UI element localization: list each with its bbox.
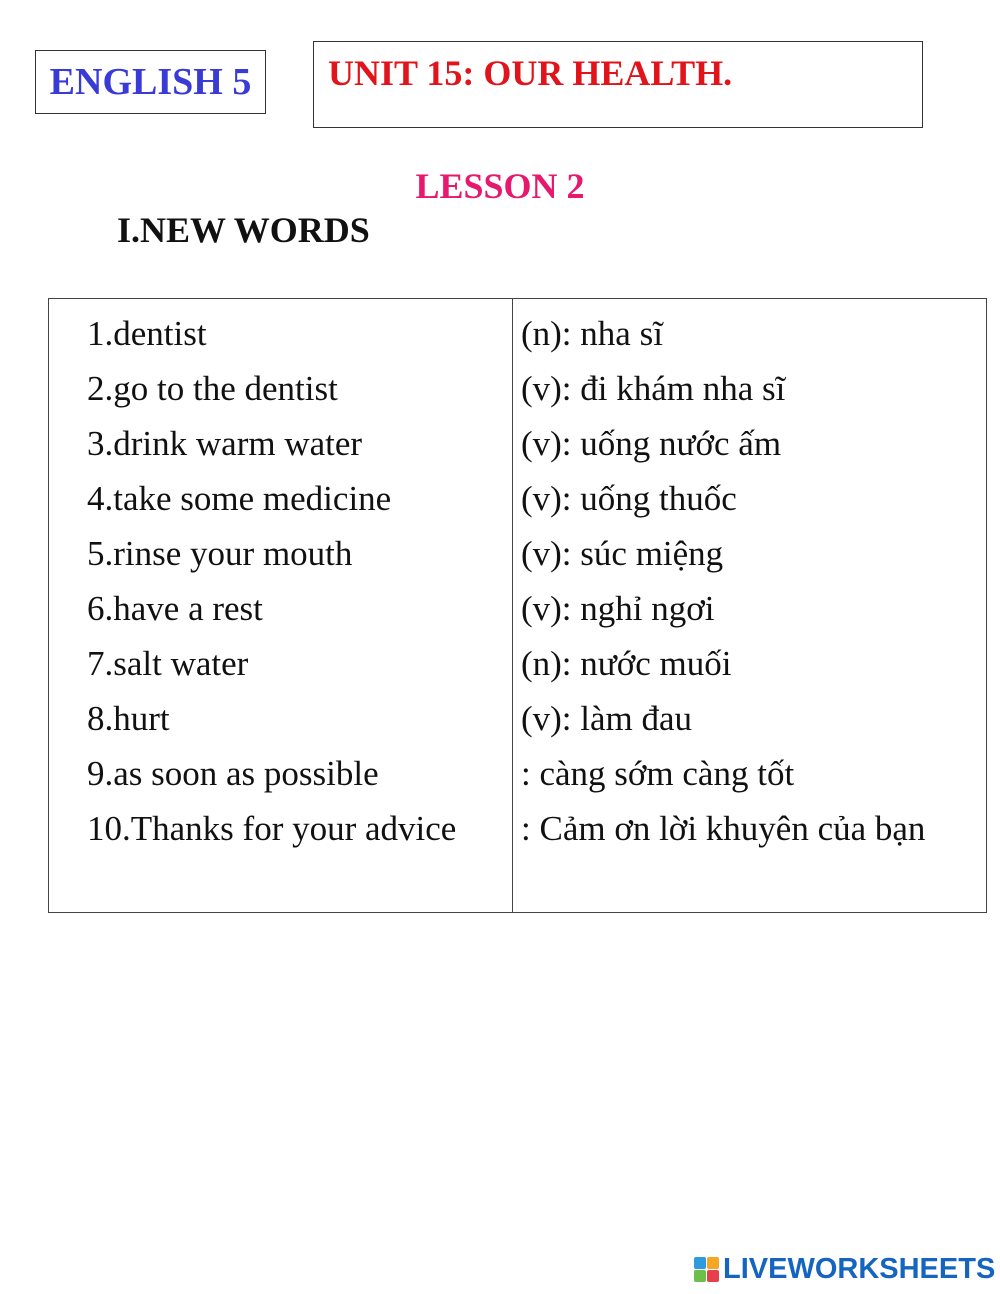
vocab-term: 5.rinse your mouth bbox=[87, 534, 353, 573]
english-column bbox=[49, 299, 513, 913]
vietnamese-column bbox=[513, 299, 987, 913]
lesson-title: LESSON 2 bbox=[415, 166, 585, 206]
vocab-term: 10.Thanks for your advice bbox=[87, 809, 457, 848]
vocab-meaning: (v): nghỉ ngơi bbox=[521, 589, 715, 628]
vocab-meaning: (v): uống thuốc bbox=[521, 479, 737, 518]
course-label-box bbox=[35, 50, 266, 114]
liveworksheets-logo-icon bbox=[694, 1257, 719, 1282]
vocab-term: 4.take some medicine bbox=[87, 479, 392, 518]
vocab-term: 1.dentist bbox=[87, 314, 207, 353]
section-title: I.NEW WORDS bbox=[117, 210, 370, 250]
vocab-term: 9.as soon as possible bbox=[87, 754, 379, 793]
brand-name: LIVEWORKSHEETS bbox=[723, 1252, 996, 1285]
vocab-meaning: : Cảm ơn lời khuyên của bạn bbox=[521, 809, 926, 848]
vocab-meaning: (v): đi khám nha sĩ bbox=[521, 369, 786, 408]
course-label: ENGLISH 5 bbox=[49, 61, 252, 103]
vocab-meaning: (n): nha sĩ bbox=[521, 314, 663, 353]
vocab-term: 3.drink warm water bbox=[87, 424, 363, 463]
vocabulary-table bbox=[48, 298, 987, 913]
vocab-term: 8.hurt bbox=[87, 699, 170, 738]
vocab-meaning: (v): súc miệng bbox=[521, 534, 724, 573]
vocab-meaning: (n): nước muối bbox=[521, 644, 732, 683]
vocab-meaning: (v): uống nước ấm bbox=[521, 424, 782, 463]
vocab-term: 7.salt water bbox=[87, 644, 249, 683]
unit-title: UNIT 15: OUR HEALTH. bbox=[328, 53, 733, 93]
vocab-term: 6.have a rest bbox=[87, 589, 263, 628]
vocab-term: 2.go to the dentist bbox=[87, 369, 338, 408]
vocab-meaning: : càng sớm càng tốt bbox=[521, 754, 795, 793]
unit-title-box bbox=[313, 41, 923, 128]
liveworksheets-logo[interactable] bbox=[694, 1252, 995, 1286]
vocab-meaning: (v): làm đau bbox=[521, 699, 693, 738]
